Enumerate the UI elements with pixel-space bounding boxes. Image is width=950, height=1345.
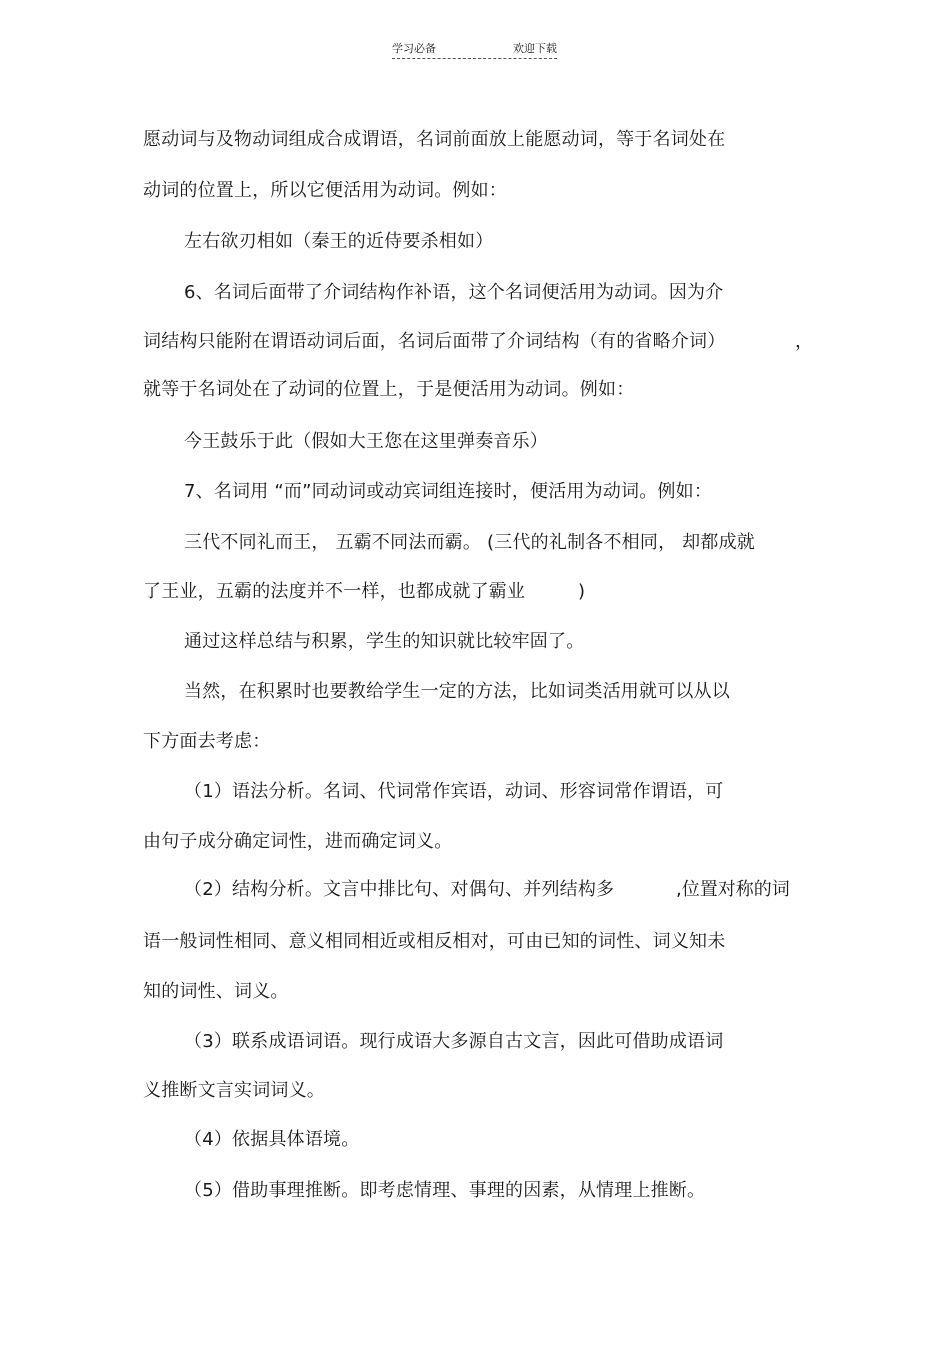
body-line: 动词的位置上，所以它便活用为动词。例如： bbox=[143, 180, 507, 201]
list-item: （5）借助事理推断。即考虑情理、事理的因素，从情理上推断。 bbox=[184, 1180, 706, 1201]
body-line: 7、名词用 “而”同动词或动宾词组连接时，便活用为动词。例如： bbox=[184, 481, 713, 502]
list-item: （4）依据具体语境。 bbox=[184, 1129, 360, 1150]
body-line: 由句子成分确定词性，进而确定词义。 bbox=[143, 831, 453, 852]
body-line: 当然，在积累时也要教给学生一定的方法，比如词类活用就可以从以 bbox=[184, 681, 730, 702]
example-line: 左右欲刃相如（秦王的近侍要杀相如） bbox=[184, 231, 494, 252]
line-tail: ,位置对称的词 bbox=[676, 879, 790, 900]
example-line: 今王鼓乐于此（假如大王您在这里弹奏音乐） bbox=[184, 431, 548, 452]
stray-paren: ) bbox=[578, 581, 586, 602]
body-line: 就等于名词处在了动词的位置上，于是便活用为动词。例如： bbox=[143, 379, 635, 400]
body-line: 愿动词与及物动词组成合成谓语，名词前面放上能愿动词，等于名词处在 bbox=[143, 129, 726, 150]
body-line: 通过这样总结与积累，学生的知识就比较牢固了。 bbox=[184, 631, 585, 652]
body-line: 了王业，五霸的法度并不一样，也都成就了霸业 bbox=[143, 581, 526, 602]
list-item: （1）语法分析。名词、代词常作宾语，动词、形容词常作谓语，可 bbox=[184, 781, 724, 802]
body-line: 词结构只能附在谓语动词后面，名词后面带了介词结构（有的省略介词） bbox=[143, 331, 726, 352]
header-right-text: 欢迎下载 bbox=[513, 42, 557, 55]
body-line: 下方面去考虑： bbox=[143, 731, 271, 752]
example-line: 三代不同礼而王， 五霸不同法而霸。 (三代的礼制各不相同， 却都成就 bbox=[184, 532, 755, 553]
stray-comma: ， bbox=[795, 331, 813, 352]
header-left-text: 学习必备 bbox=[392, 42, 436, 55]
list-item: （2）结构分析。文言中排比句、对偶句、并列结构多 bbox=[184, 879, 615, 900]
body-line: 知的词性、词义。 bbox=[143, 981, 289, 1002]
body-line: 语一般词性相同、意义相同相近或相反相对，可由已知的词性、词义知未 bbox=[143, 931, 726, 952]
body-line: 义推断文言实词词义。 bbox=[143, 1080, 325, 1101]
list-item: （3）联系成语词语。现行成语大多源自古文言，因此可借助成语词 bbox=[184, 1031, 724, 1052]
page-header bbox=[392, 38, 557, 59]
body-line: 6、名词后面带了介词结构作补语，这个名词便活用为动词。因为介 bbox=[184, 282, 724, 303]
